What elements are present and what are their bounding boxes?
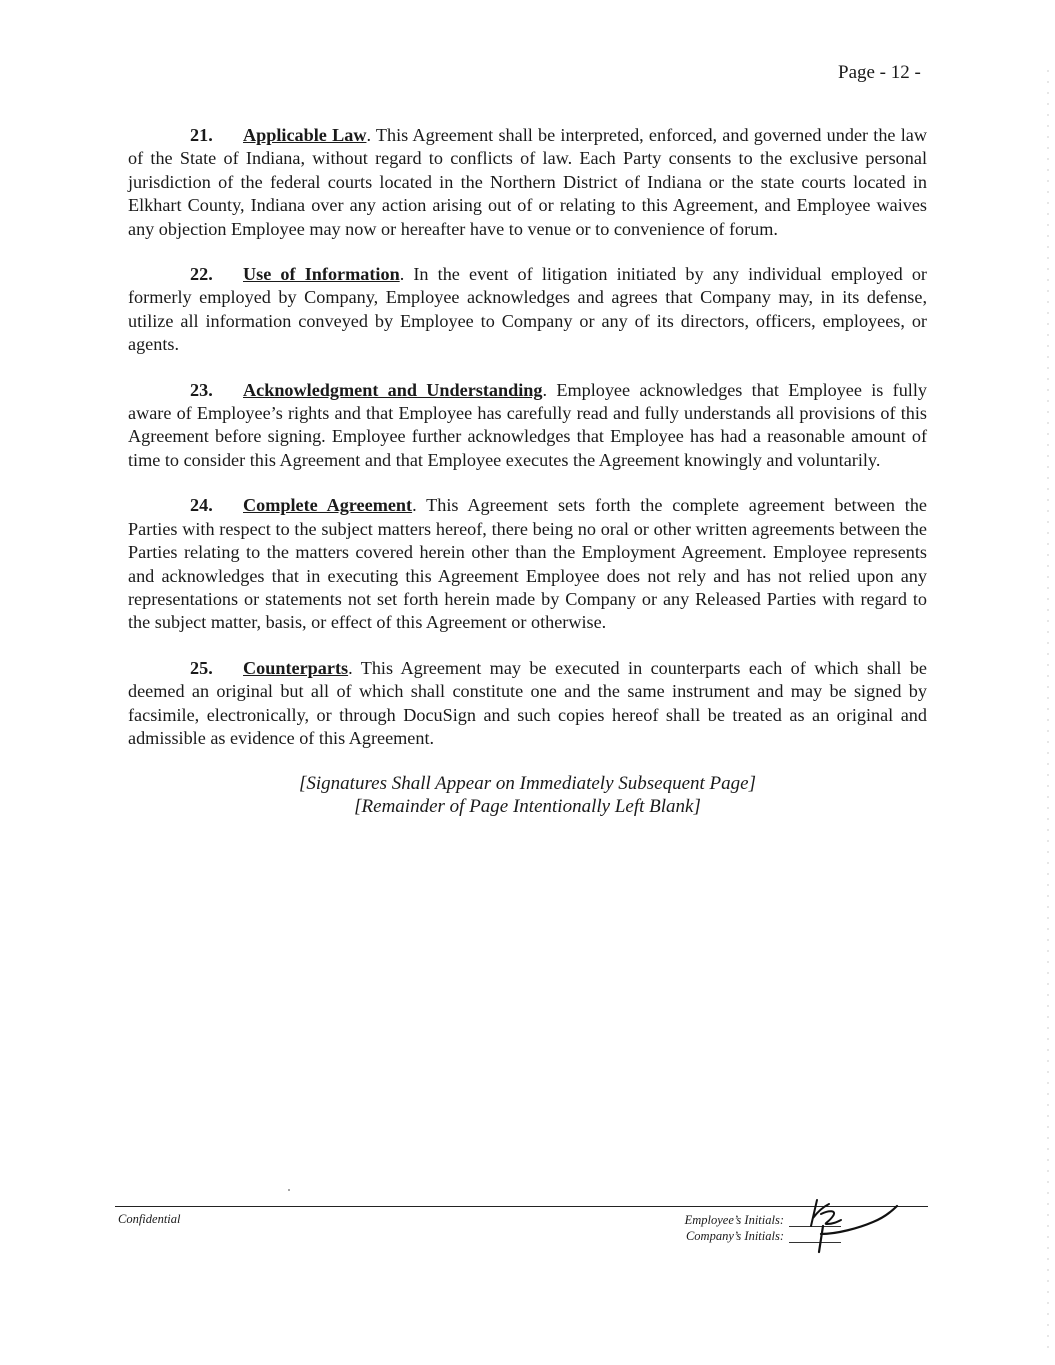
scan-edge-marks <box>1047 70 1049 1350</box>
section-text: This Agreement shall be interpreted, enforced, and governed under the law of the State of Indiana, without regard to conflicts of law. Each Party consents to the exclusive personal jurisdiction of the federal courts located in the Northern District of Indiana or the state courts located in Elkhart County, Indiana over any action arising out of or relating to this Agreement, and Employee waives any objection Employee may now or hereafter have to venue or to convenience of forum. <box>128 125 927 239</box>
section-number: 22. <box>190 264 213 285</box>
section-number: 21. <box>190 125 213 145</box>
section-text: This Agreement may be executed in counterparts each of which shall be deemed an original but all of which shall constitute one and the same instrument and may be signed by facsimile, electronically, or through DocuSign and such copies hereof shall be treated as an original and admissible as evidence of this Agreement. <box>128 657 927 748</box>
section-heading: Counterparts <box>243 657 349 678</box>
section-text: In the event of litigation initiated by any individual employed or formerly employed by Company, Employee acknowledges and agrees that Company may, in its defense, utilize all information conveyed by Employee to Company or any of its directors, officers, employees, or agents. <box>128 264 927 355</box>
section-23: 23. Acknowledgment and Understanding. Employee acknowledges that Employee is fully aware of Employee’s rights and that Employee has carefully read and fully understands all provisions of this Agreement before signing. Employee further acknowledges that Employee has had a reasonable amount of time to consider this Agreement and that Employee executes the Agreement knowingly and voluntarily. <box>128 379 927 470</box>
section-22: 22. Use of Information. In the event of litigation initiated by any individual employed or formerly employed by Company, Employee acknowledges and agrees that Company may, in its defense, utilize all information conveyed by Employee to Company or any of its directors, officers, employees, or agents. <box>128 264 927 355</box>
confidential-label: Confidential <box>118 1212 181 1226</box>
page-number: Page - 12 - <box>838 62 921 83</box>
section-number: 23. <box>190 379 213 400</box>
section-number: 25. <box>190 657 213 678</box>
section-25: 25. Counterparts. This Agreement may be executed in counterparts each of which shall be deemed an original but all of which shall constitute one and the same instrument and may be signed by facsimile, electronically, or through DocuSign and such copies hereof shall be treated as an original and admissible as evidence of this Agreement. <box>128 657 927 748</box>
section-21: 21. Applicable Law. This Agreement shall be interpreted, enforced, and governed under the law of the State of Indiana, without regard to conflicts of law. Each Party consents to the exclusive personal jurisdiction of the federal courts located in the Northern District of Indiana or the state courts located in Elkhart County, Indiana over any action arising out of or relating to this Agreement, and Employee waives any objection Employee may now or hereafter have to venue or to convenience of forum. <box>128 125 927 239</box>
remainder-note: [Remainder of Page Intentionally Left Blank] <box>354 796 701 818</box>
company-initials-label: Company’s Initials: <box>685 1229 784 1243</box>
section-text: Employee acknowledges that Employee is fully aware of Employee’s rights and that Employee has carefully read and fully understands all provisions of this Agreement before signing. Employee further acknowledges that Employee has had a reasonable amount of time to consider this Agreement and that Employee executes the Agreement knowingly and voluntarily. <box>128 379 927 470</box>
document-body <box>128 124 927 818</box>
section-text: This Agreement sets forth the complete agreement between the Parties with respect to the subject matters hereof, there being no oral or other written agreements between the Parties relating to the matters covered herein other than the Employment Agreement. Employee represents and acknowledges that in executing this Agreement Employee does not rely and has not relied upon any representations or statements not set forth herein made by Company or any Released Parties with regard to the subject matter, basis, or effect of this Agreement or otherwise. <box>128 495 928 633</box>
handwritten-initials-signature <box>803 1196 903 1260</box>
initials-labels <box>668 1212 784 1244</box>
section-heading: Use of Information <box>243 264 400 285</box>
section-heading: Complete Agreement <box>243 495 413 516</box>
section-heading: Acknowledgment and Understanding <box>243 379 543 400</box>
section-heading: Applicable Law <box>243 125 367 145</box>
employee-initials-label: Employee’s Initials: <box>684 1213 784 1227</box>
section-number: 24. <box>190 495 213 516</box>
section-24: 24. Complete Agreement. This Agreement sets forth the complete agreement between the Parties with respect to the subject matters hereof, there being no oral or other written agreements between the Parties relating to the matters covered herein other than the Employment Agreement. Employee represents and acknowledges that in executing this Agreement Employee does not rely and has not relied upon any representations or statements not set forth herein made by Company or any Released Parties with regard to the subject matter, basis, or effect of this Agreement or otherwise. <box>128 495 928 633</box>
scan-speck <box>288 1189 290 1191</box>
signatures-note: [Signatures Shall Appear on Immediately Subsequent Page] <box>299 773 756 795</box>
